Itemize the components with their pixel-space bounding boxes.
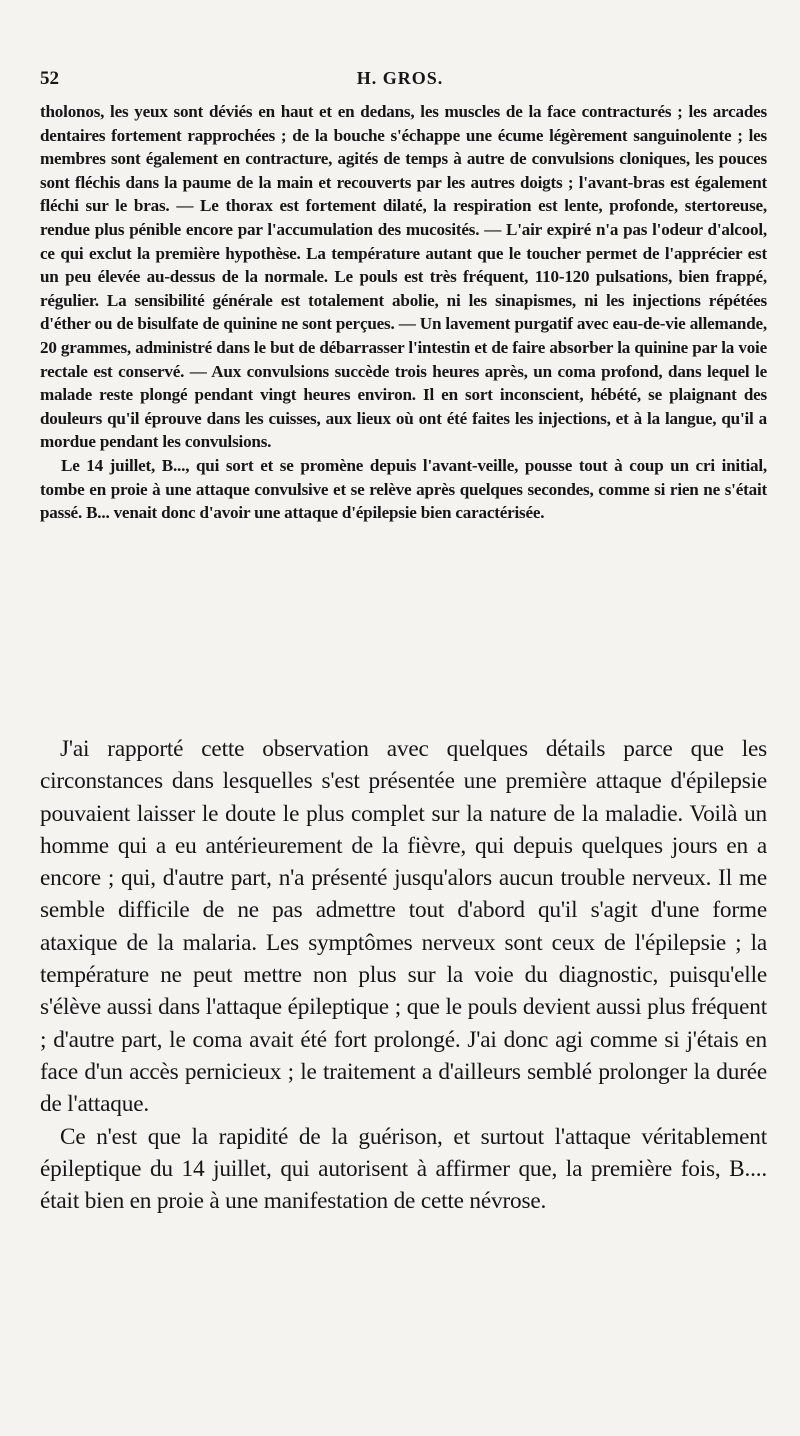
page-number: 52 bbox=[40, 68, 59, 89]
commentary-paragraph-2: Ce n'est que la rapidité de la guérison, et surtout l'attaque véritablement épileptique du 14 juillet, qui autorisent à affirmer que, la première fois, B.... était bien en proie à une manifestation de cette névrose. bbox=[40, 1123, 767, 1215]
observation-paragraph-1: tholonos, les yeux sont déviés en haut et en dedans, les muscles de la face contracturés ; les arcades dentaires fortement rapprochées ; de la bouche s'échappe une écume légèrement sanguinolente ; les membres sont également en contracture, agités de temps à autre de convulsions cloniques, les pouces sont fléchis dans la paume de la main et recouverts par les autres doigts ; l'avant-bras est également fléchi sur le bras. — Le thorax est fortement dilaté, la respiration est lente, profonde, stertoreuse, rendue plus pénible encore par l'accumulation des mucosités. — L'air expiré n'a pas l'odeur d'alcool, ce qui exclut la première hypothèse. La température autant que le toucher permet de l'apprécier est un peu élevée au-dessus de la normale. Le pouls est très fréquent, 110-120 pulsations, bien frappé, régulier. La sensibilité générale est totalement abolie, ni les sinapismes, ni les injections répétées d'éther ou de bisulfate de quinine ne sont perçues. — Un lavement purgatif avec eau-de-vie allemande, 20 grammes, administré dans le but de débarrasser l'intestin et de faire absorber la quinine par la voie rectale est conservé. — Aux convulsions succède trois heures après, un coma profond, dans lequel le malade reste plongé pendant vingt heures environ. Il en sort inconscient, hébété, se plaignant des douleurs qu'il éprouve dans les cuisses, aux lieux où ont été faites les injections, et à la langue, qu'il a mordue pendant les convulsions. bbox=[40, 102, 767, 452]
observation-text bbox=[40, 100, 767, 525]
page-header bbox=[0, 68, 800, 94]
commentary-paragraph-1: J'ai rapporté cette observation avec quelques détails parce que les circonstances dans lesquelles s'est présentée une première attaque d'épilepsie pouvaient laisser le doute le plus complet sur la nature de la maladie. Voilà un homme qui a eu antérieurement de la fièvre, qui depuis quelques jours en a encore ; qui, d'autre part, n'a présenté jusqu'alors aucun trouble nerveux. Il me semble difficile de ne pas admettre tout d'abord qu'il s'agit d'une forme ataxique de la malaria. Les symptômes nerveux sont ceux de l'épilepsie ; la température ne peut mettre non plus sur la voie du diagnostic, puisqu'elle s'élève aussi dans l'attaque épileptique ; que le pouls devient aussi plus fréquent ; d'autre part, le coma avait été fort prolongé. J'ai donc agi comme si j'étais en face d'un accès pernicieux ; le traitement a d'ailleurs semblé prolonger la durée de l'attaque. bbox=[40, 736, 767, 1118]
commentary-text bbox=[40, 733, 767, 1217]
observation-paragraph-2: Le 14 juillet, B..., qui sort et se promène depuis l'avant-veille, pousse tout à coup un cri initial, tombe en proie à une attaque convulsive et se relève après quelques secondes, comme si rien ne s'était passé. B... venait donc d'avoir une attaque d'épilepsie bien caractérisée. bbox=[40, 455, 767, 523]
running-head: H. GROS. bbox=[356, 68, 444, 88]
